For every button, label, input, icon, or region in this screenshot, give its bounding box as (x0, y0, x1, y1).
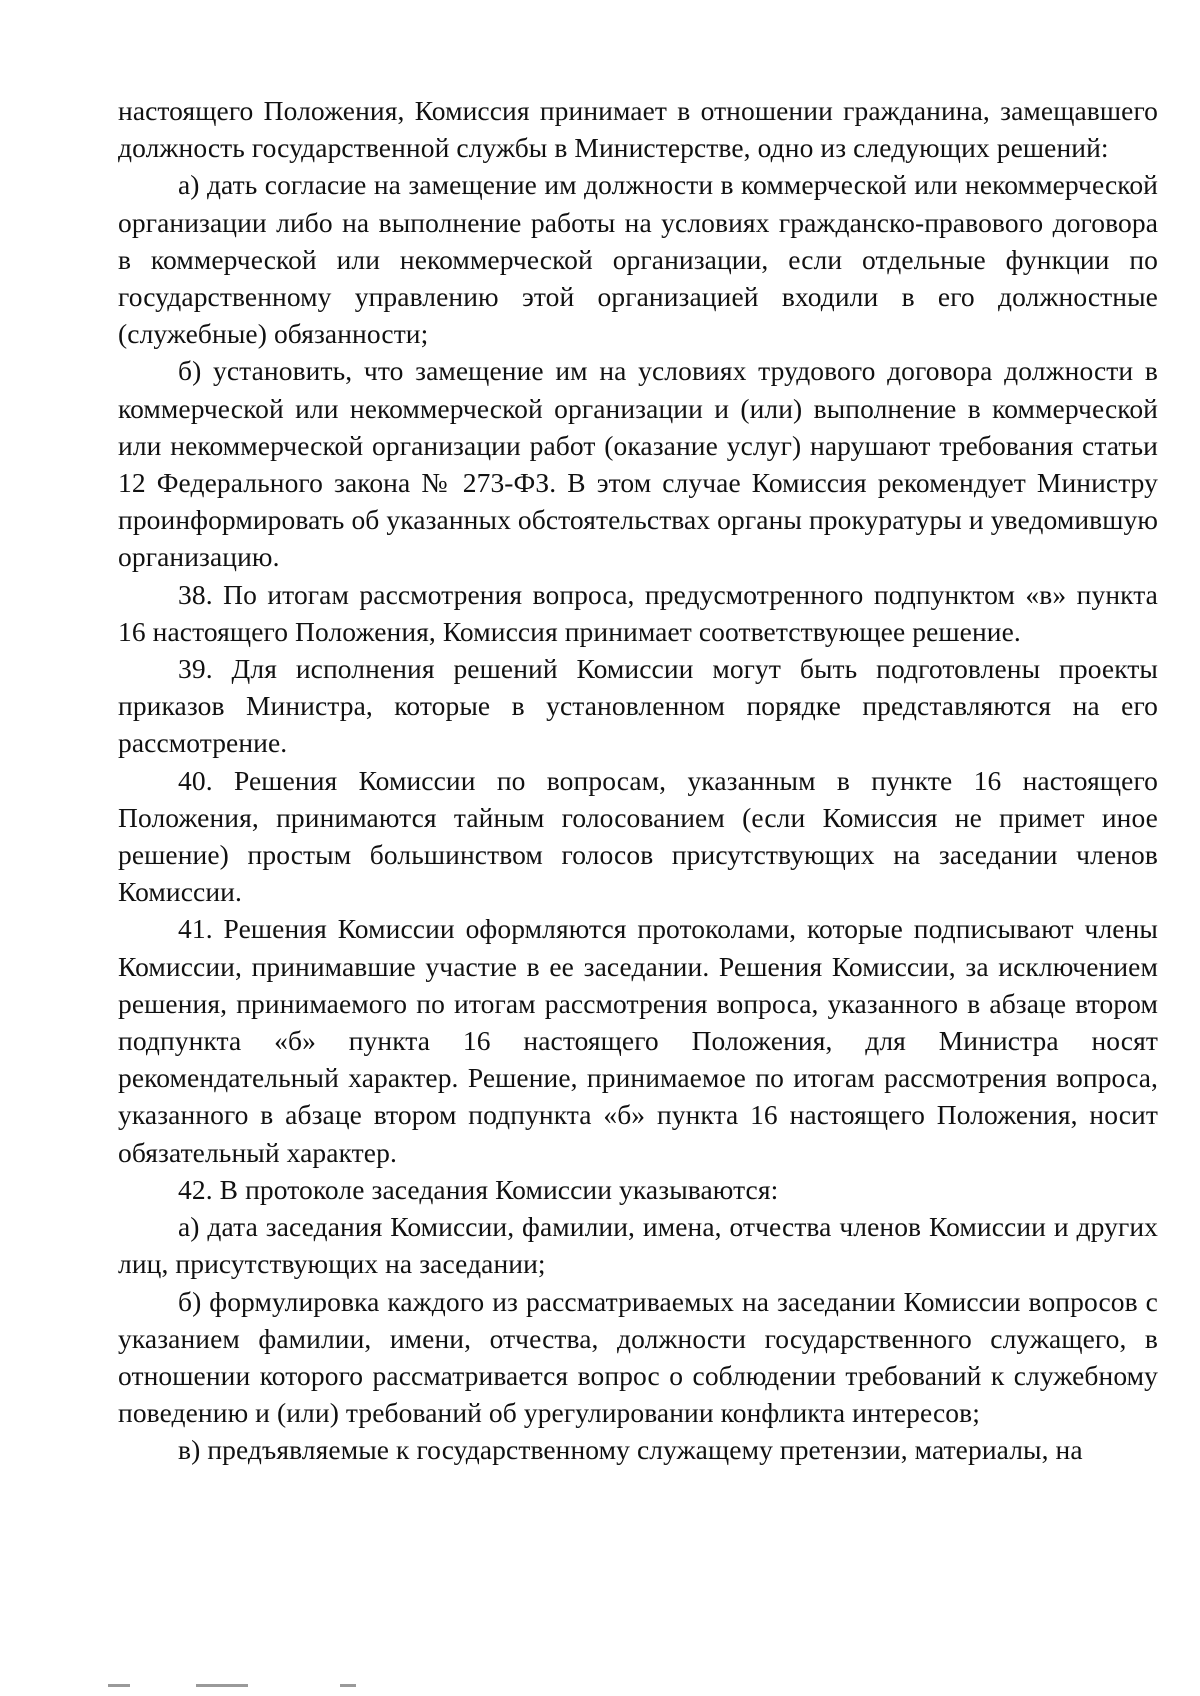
paragraph-subitem-a-consent: а) дать согласие на замещение им должности в коммерческой или некоммерческой организации либо на выполнение работы на условиях гражданско-правового договора в коммерческой или некоммерческой организации, если отдельные функции по государственному управлению этой организацией входили в его должностные (служебные) обязанности; (118, 169, 1158, 350)
paragraph-item-42-b: б) формулировка каждого из рассматриваемых на заседании Комиссии вопросов с указанием фамилии, имени, отчества, должности государственного служащего, в отношении которого рассматривается вопрос о соблюдении требований к служебному поведению и (или) требований об урегулировании конфликта интересов; (118, 1285, 1158, 1429)
document-body (118, 92, 1158, 1469)
paragraph-item-39: 39. Для исполнения решений Комиссии могут быть подготовлены проекты приказов Министра, которые в установленном порядке представляются на его рассмотрение. (118, 653, 1158, 759)
paragraph-continuation-decisions-intro: настоящего Положения, Комиссия принимает в отношении гражданина, замещавшего должность государственной службы в Министерстве, одно из следующих решений: (118, 95, 1158, 164)
paragraph-item-42-c: в) предъявляемые к государственному служащему претензии, материалы, на (178, 1434, 1083, 1466)
paragraph-item-42-a: а) дата заседания Комиссии, фамилии, имена, отчества членов Комиссии и других лиц, присутствующих на заседании; (118, 1211, 1158, 1280)
page-bottom-scan-marks (108, 1684, 408, 1690)
paragraph-item-38: 38. По итогам рассмотрения вопроса, предусмотренного подпунктом «в» пункта 16 настоящего Положения, Комиссия принимает соответствующее решение. (118, 578, 1158, 647)
paragraph-subitem-b-violation: б) установить, что замещение им на условиях трудового договора должности в коммерческой или некоммерческой организации и (или) выполнение в коммерческой или некоммерческой организации работ (оказание услуг) нарушают требования статьи 12 Федерального закона № 273-ФЗ. В этом случае Комиссия рекомендует Министру проинформировать об указанных обстоятельствах органы прокуратуры и уведомившую организацию. (118, 355, 1158, 573)
paragraph-item-40: 40. Решения Комиссии по вопросам, указанным в пункте 16 настоящего Положения, принимаются тайным голосованием (если Комиссия не примет иное решение) простым большинством голосов присутствующих на заседании членов Комиссии. (118, 764, 1158, 908)
paragraph-item-42: 42. В протоколе заседания Комиссии указываются: (178, 1173, 779, 1205)
paragraph-item-41: 41. Решения Комиссии оформляются протоколами, которые подписывают члены Комиссии, принимавшие участие в ее заседании. Решения Комиссии, за исключением решения, принимаемого по итогам рассмотрения вопроса, указанного в абзаце втором подпункта «б» пункта 16 настоящего Положения, для Министра носят рекомендательный характер. Решение, принимаемое по итогам рассмотрения вопроса, указанного в абзаце втором подпункта «б» пункта 16 настоящего Положения, носит обязательный характер. (118, 913, 1158, 1168)
